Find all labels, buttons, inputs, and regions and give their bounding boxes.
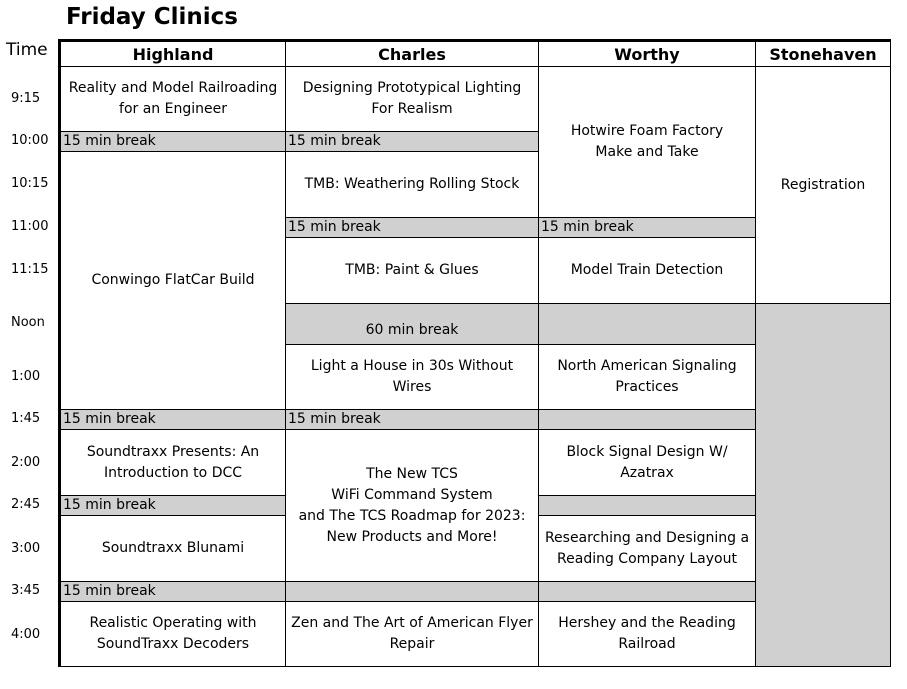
session-cell: Soundtraxx Presents: An Introduction to DCC bbox=[60, 429, 286, 496]
time-label: 3:45 bbox=[11, 583, 41, 598]
time-label: 10:15 bbox=[11, 176, 49, 191]
break-cell: 15 min break bbox=[60, 495, 286, 516]
session-line: The New TCS bbox=[366, 465, 458, 482]
session-cell-hotwire bbox=[538, 66, 756, 218]
time-label: 1:45 bbox=[11, 411, 41, 426]
time-label: Noon bbox=[11, 315, 45, 330]
session-cell: Zen and The Art of American Flyer Repair bbox=[285, 601, 539, 667]
session-cell: Light a House in 30s Without Wires bbox=[285, 344, 539, 410]
session-cell: TMB: Paint & Glues bbox=[285, 237, 539, 304]
time-column-header: Time bbox=[6, 40, 48, 60]
session-cell: Realistic Operating with SoundTraxx Decoders bbox=[60, 601, 286, 667]
session-line: WiFi Command System bbox=[331, 486, 493, 503]
session-cell: TMB: Weathering Rolling Stock bbox=[285, 151, 539, 218]
room-header-charles: Charles bbox=[285, 41, 539, 67]
page-title: Friday Clinics bbox=[66, 4, 238, 30]
break-cell: 15 min break bbox=[60, 409, 286, 430]
room-header-worthy: Worthy bbox=[538, 41, 756, 67]
break-cell: 15 min break bbox=[60, 131, 286, 152]
room-header-stonehaven: Stonehaven bbox=[755, 41, 891, 67]
session-line: and The TCS Roadmap for 2023: New Products and More! bbox=[298, 507, 526, 545]
session-cell: Designing Prototypical Lighting For Realism bbox=[285, 66, 539, 132]
time-label: 10:00 bbox=[11, 133, 49, 148]
break-filler bbox=[538, 409, 756, 430]
session-cell-tcs bbox=[285, 429, 539, 582]
session-line: Make and Take bbox=[595, 144, 699, 160]
schedule-grid bbox=[58, 39, 891, 667]
session-cell: Block Signal Design W/ Azatrax bbox=[538, 429, 756, 496]
session-cell: Registration bbox=[755, 66, 891, 304]
session-cell: Soundtraxx Blunami bbox=[60, 515, 286, 582]
time-label: 11:00 bbox=[11, 219, 49, 234]
room-header-highland: Highland bbox=[60, 41, 286, 67]
break-cell: 15 min break bbox=[60, 581, 286, 602]
time-label: 2:00 bbox=[11, 455, 41, 470]
time-label: 9:15 bbox=[11, 91, 41, 106]
break-filler bbox=[538, 581, 756, 602]
break-cell: 15 min break bbox=[285, 131, 539, 152]
session-cell: Model Train Detection bbox=[538, 237, 756, 304]
empty-filler bbox=[755, 303, 891, 667]
break-cell: 15 min break bbox=[285, 409, 539, 430]
time-label: 1:00 bbox=[11, 369, 41, 384]
session-cell: North American Signaling Practices bbox=[538, 344, 756, 410]
session-cell: Conwingo FlatCar Build bbox=[60, 151, 286, 410]
session-cell: Hershey and the Reading Railroad bbox=[538, 601, 756, 667]
break-filler bbox=[538, 495, 756, 516]
time-label: 3:00 bbox=[11, 541, 41, 556]
time-label: 4:00 bbox=[11, 627, 41, 642]
session-cell: Reality and Model Railroading for an Engineer bbox=[60, 66, 286, 132]
break-filler bbox=[285, 581, 539, 602]
session-cell: Researching and Designing a Reading Company Layout bbox=[538, 515, 756, 582]
lunch-break-cell: 60 min break bbox=[285, 303, 539, 345]
session-line: Hotwire Foam Factory bbox=[570, 123, 724, 139]
time-label: 11:15 bbox=[11, 262, 49, 277]
time-label: 2:45 bbox=[11, 497, 41, 512]
break-filler bbox=[538, 303, 756, 345]
break-cell: 15 min break bbox=[538, 217, 756, 238]
break-cell: 15 min break bbox=[285, 217, 539, 238]
